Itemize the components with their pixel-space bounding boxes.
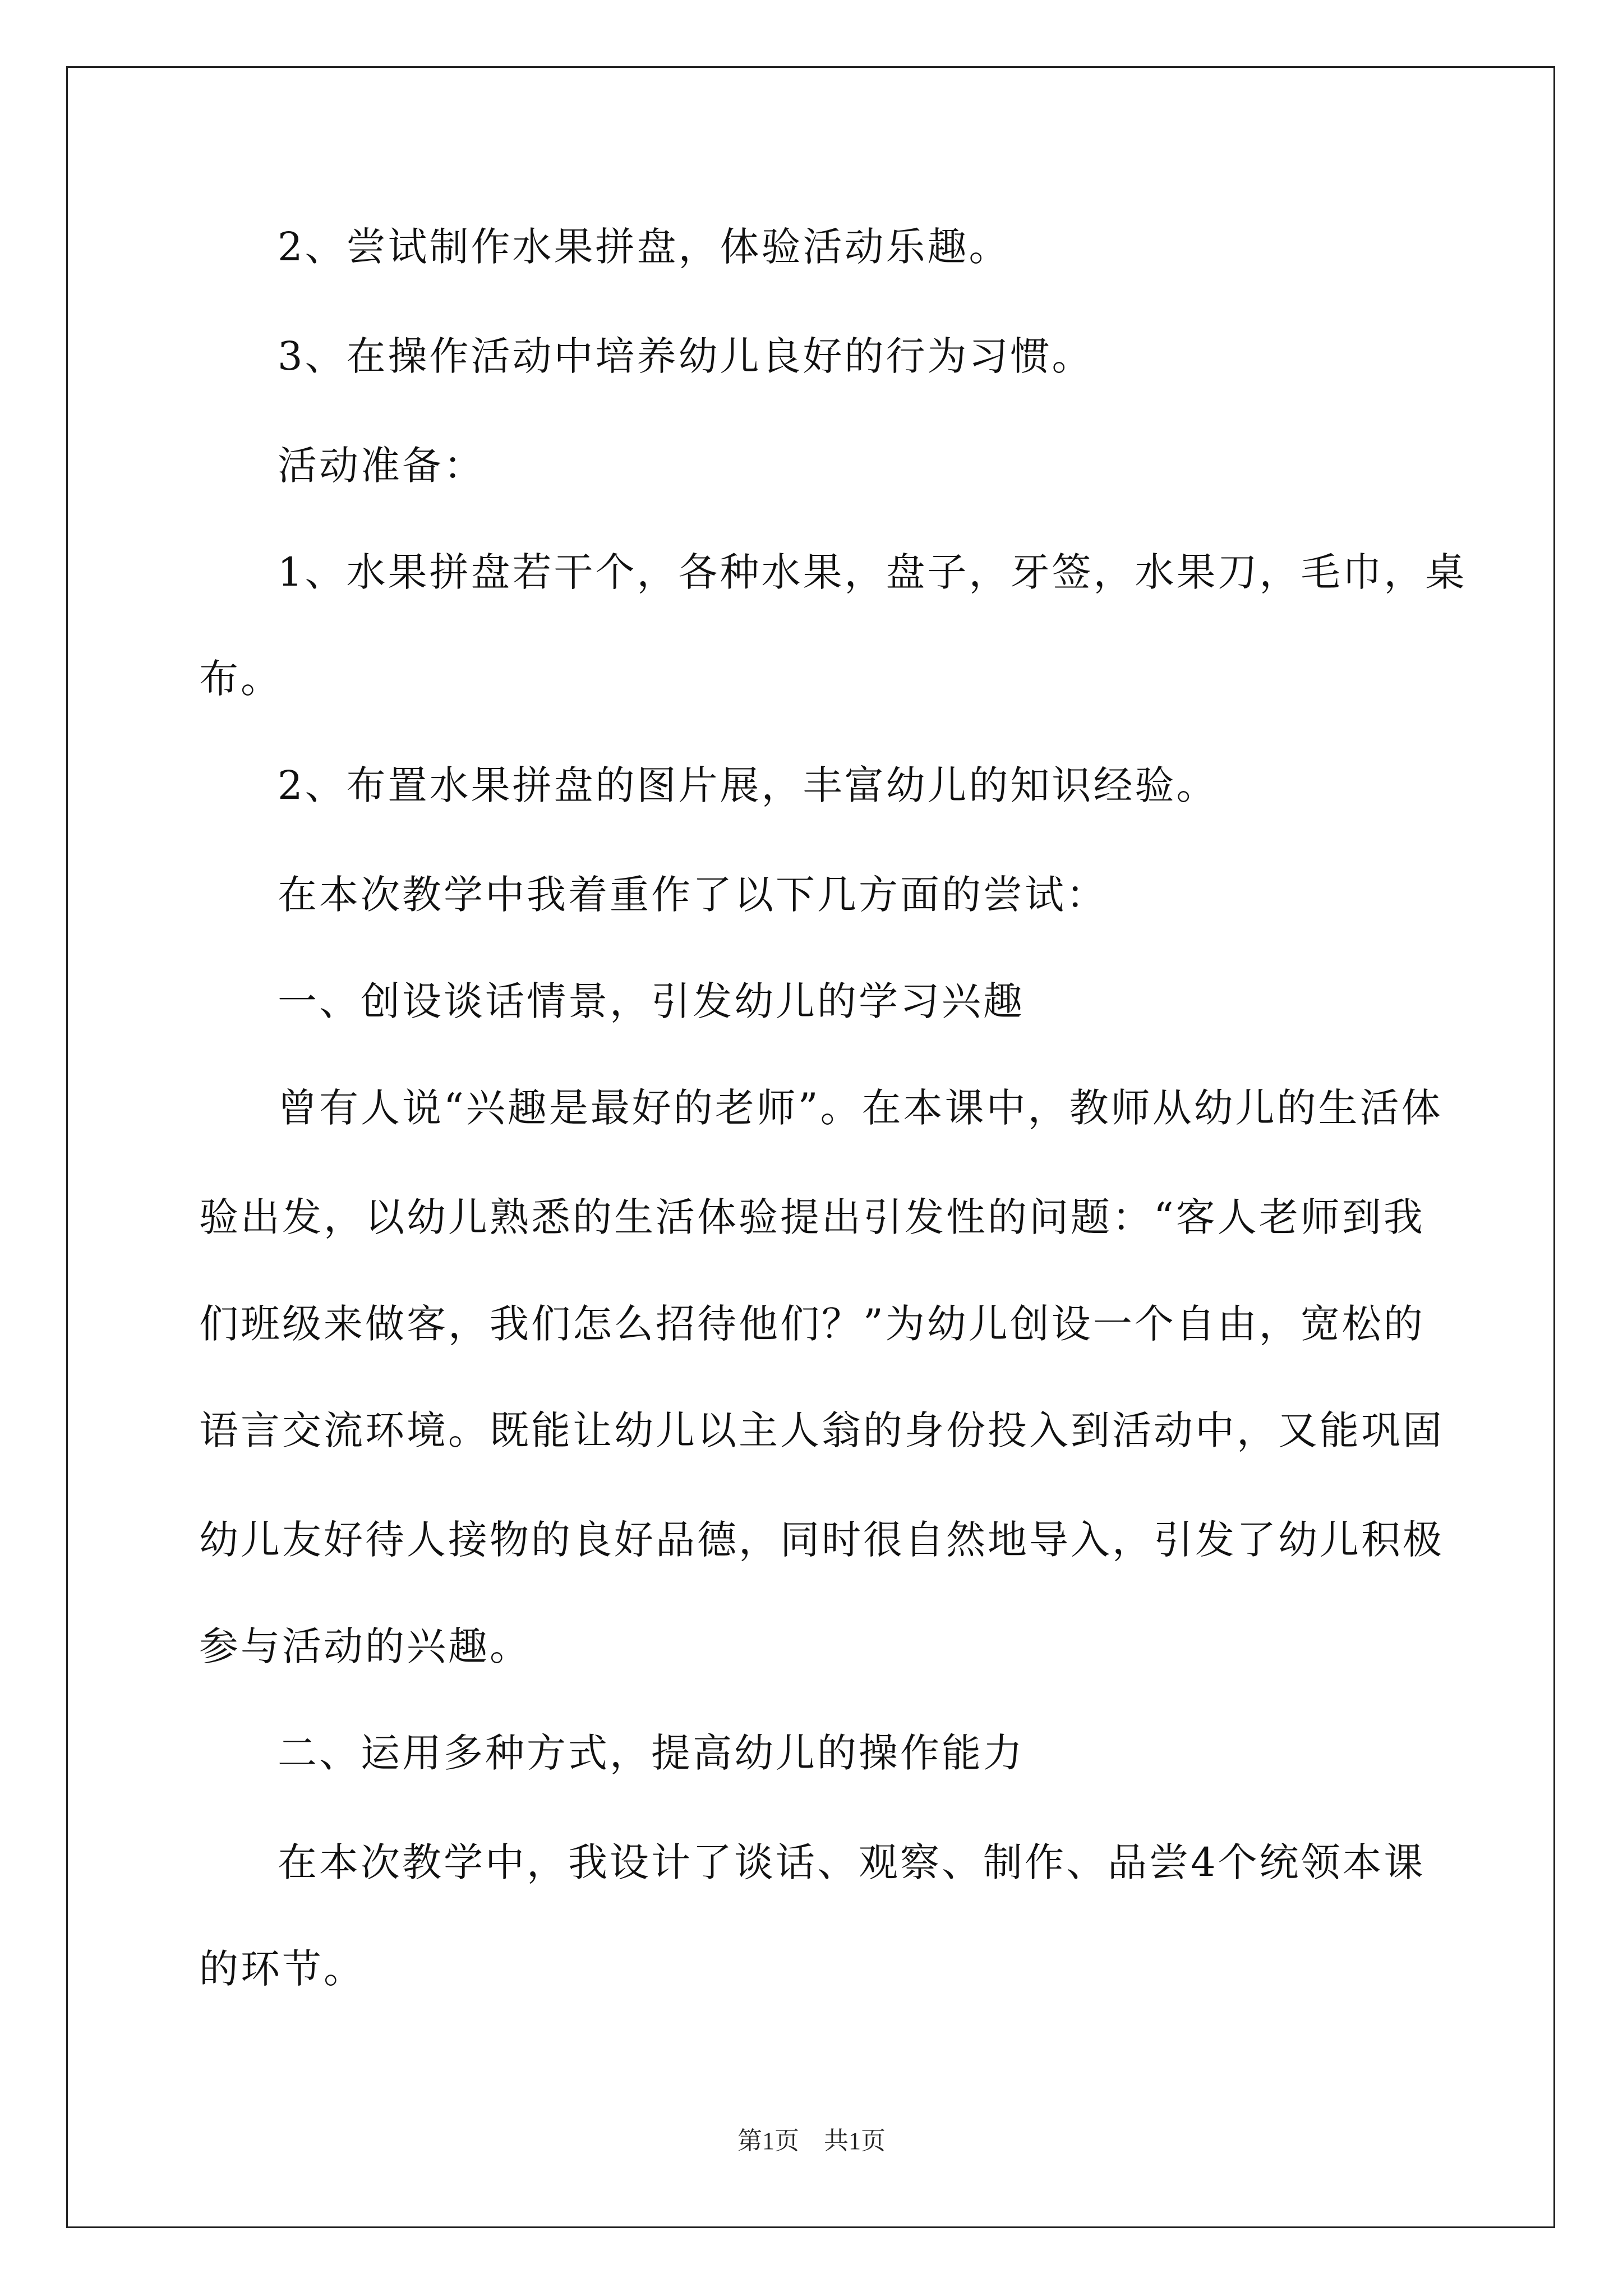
page-border bbox=[66, 66, 1555, 2228]
section-heading: 一、创设谈话情景，引发幼儿的学习兴趣 bbox=[278, 978, 1025, 1024]
paragraph-line: 验出发，以幼儿熟悉的生活体验提出引发性的问题：“客人老师到我 bbox=[199, 1194, 1425, 1240]
paragraph-line: 2、布置水果拼盘的图片展，丰富幼儿的知识经验。 bbox=[278, 762, 1218, 808]
paragraph-line: 在本次教学中，我设计了谈话、观察、制作、品尝4个统领本课 bbox=[278, 1839, 1426, 1885]
paragraph-line: 1、水果拼盘若干个，各种水果，盘子，牙签，水果刀，毛巾，桌 bbox=[278, 549, 1467, 595]
paragraph-line: 在本次教学中我着重作了以下几方面的尝试： bbox=[278, 872, 1108, 918]
section-heading: 活动准备： bbox=[278, 443, 485, 489]
paragraph-line: 们班级来做客，我们怎么招待他们？”为幼儿创设一个自由，宽松的 bbox=[199, 1301, 1425, 1347]
paragraph-line: 2、尝试制作水果拼盘，体验活动乐趣。 bbox=[278, 224, 1011, 270]
paragraph-line: 幼儿友好待人接物的良好品德，同时很自然地导入，引发了幼儿积极 bbox=[199, 1517, 1444, 1563]
section-heading: 二、运用多种方式，提高幼儿的操作能力 bbox=[278, 1730, 1025, 1776]
paragraph-line: 的环节。 bbox=[199, 1946, 365, 1992]
paragraph-line: 布。 bbox=[199, 656, 282, 702]
paragraph-line: 参与活动的兴趣。 bbox=[199, 1623, 531, 1669]
paragraph-line: 3、在操作活动中培养幼儿良好的行为习惯。 bbox=[278, 333, 1094, 379]
paragraph-line: 曾有人说“兴趣是最好的老师”。在本课中，教师从幼儿的生活体 bbox=[278, 1085, 1443, 1131]
page-footer: 第1页 共1页 bbox=[737, 2127, 886, 2155]
paragraph-line: 语言交流环境。既能让幼儿以主人翁的身份投入到活动中，又能巩固 bbox=[199, 1407, 1444, 1453]
